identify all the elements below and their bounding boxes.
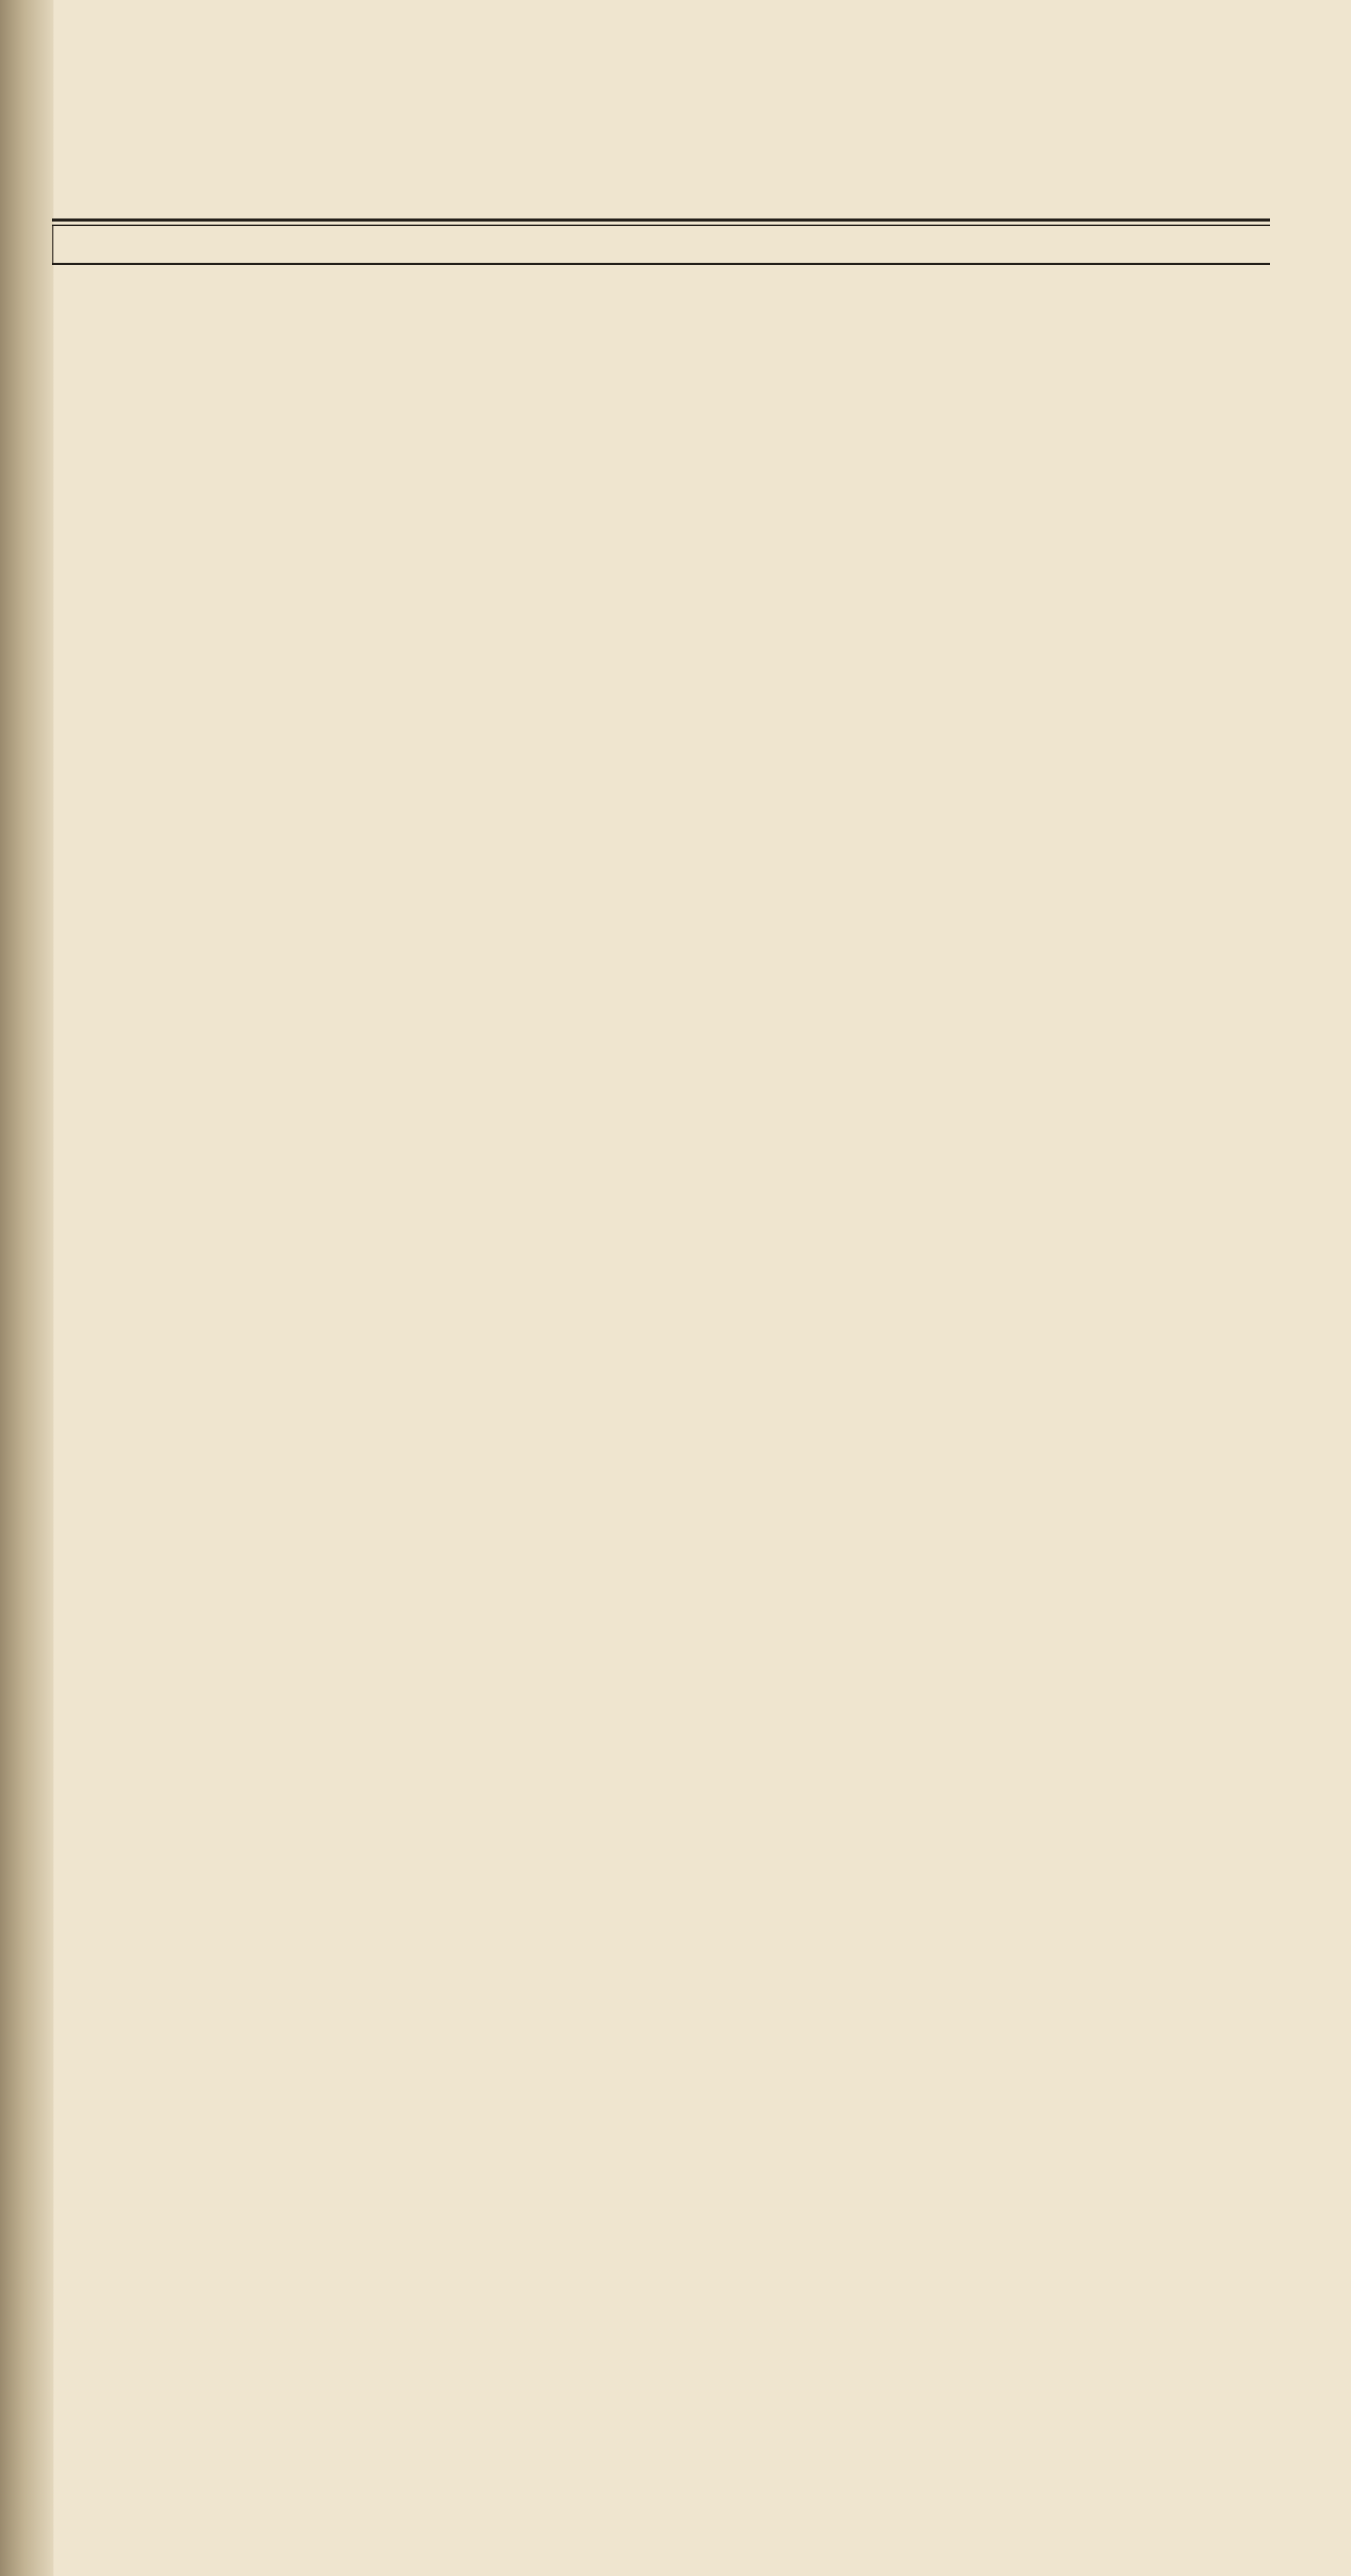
plankton-comparison-table xyxy=(52,218,1270,265)
table-grid xyxy=(52,226,1270,265)
table-top-rule xyxy=(52,218,1270,222)
book-page xyxy=(52,115,1270,345)
running-head xyxy=(52,115,1270,168)
book-spine-shadow xyxy=(0,0,53,2576)
table-header-blank xyxy=(53,226,1270,264)
table-header-row xyxy=(53,226,1270,264)
